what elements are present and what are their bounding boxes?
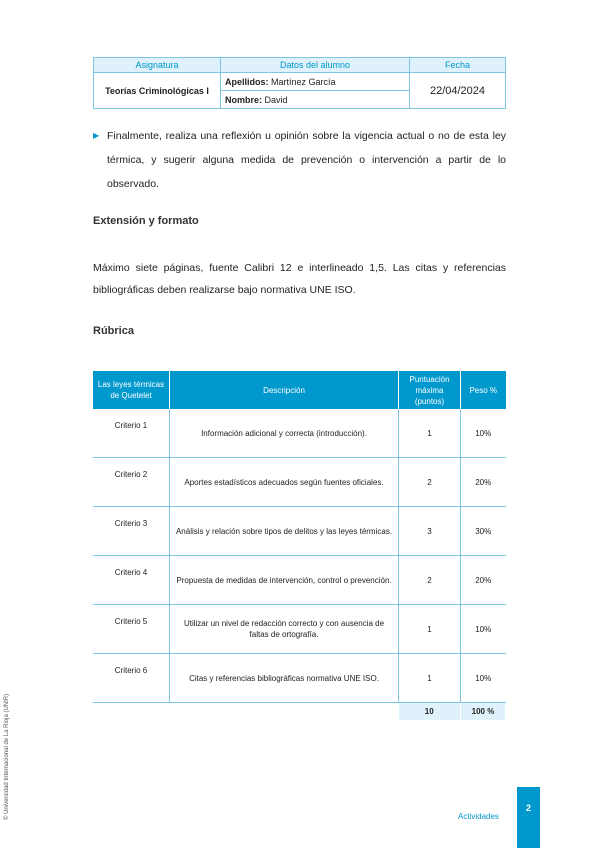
- name-value: David: [264, 94, 288, 105]
- subject-name: Teorías Criminológicas I: [94, 73, 221, 109]
- rubric-table: [93, 371, 506, 720]
- criterion-description: Utilizar un nivel de redacción correcto y con ausencia de faltas de ortografía.: [170, 605, 399, 654]
- page-number: 2: [525, 803, 531, 813]
- criterion-weight: 20%: [461, 458, 506, 507]
- student-name: [221, 91, 410, 109]
- rubric-heading: Rúbrica: [93, 325, 134, 337]
- date-value: 22/04/2024: [410, 73, 506, 109]
- header-col-student: Datos del alumno: [221, 58, 410, 73]
- criterion-weight: 10%: [461, 654, 506, 703]
- table-row: [93, 507, 506, 556]
- surname-value: Martínez García: [271, 76, 336, 87]
- criterion-points: 2: [399, 458, 461, 507]
- header-col-subject: Asignatura: [94, 58, 221, 73]
- criterion-label: Criterio 3: [93, 507, 170, 556]
- student-surname: [221, 73, 410, 91]
- table-row: [93, 409, 506, 458]
- criterion-description: Información adicional y correcta (introducción).: [170, 409, 399, 458]
- criterion-label: Criterio 1: [93, 409, 170, 458]
- name-label: Nombre:: [225, 94, 263, 105]
- criterion-label: Criterio 4: [93, 556, 170, 605]
- footer-section-label: Actividades: [458, 812, 499, 821]
- criterion-weight: 10%: [461, 409, 506, 458]
- criterion-points: 1: [399, 654, 461, 703]
- total-weight: 100 %: [461, 703, 506, 721]
- rubric-header-weight: Peso %: [461, 371, 506, 409]
- criterion-weight: 20%: [461, 556, 506, 605]
- page-number-box: [517, 787, 540, 848]
- total-points: 10: [399, 703, 461, 721]
- table-row: [93, 605, 506, 654]
- format-text: Máximo siete páginas, fuente Calibri 12 e interlineado 1,5. Las citas y referencias bibliográficas deben realizarse bajo normativa UNE ISO.: [93, 262, 506, 296]
- table-row: [93, 556, 506, 605]
- header-table: [93, 57, 506, 109]
- criterion-description: Citas y referencias bibliográficas normativa UNE ISO.: [170, 654, 399, 703]
- criterion-description: Propuesta de medidas de intervención, control o prevención.: [170, 556, 399, 605]
- surname-label: Apellidos:: [225, 76, 269, 87]
- triangle-bullet-icon: ▶: [93, 131, 100, 140]
- criterion-description: Análisis y relación sobre tipos de delitos y las leyes térmicas.: [170, 507, 399, 556]
- criterion-label: Criterio 5: [93, 605, 170, 654]
- copyright-side-text: © Universidad Internacional de La Rioja (UNIR): [4, 693, 10, 820]
- criterion-points: 1: [399, 409, 461, 458]
- rubric-header-description: Descripción: [170, 371, 399, 409]
- criterion-label: Criterio 2: [93, 458, 170, 507]
- criterion-points: 3: [399, 507, 461, 556]
- criterion-weight: 10%: [461, 605, 506, 654]
- criterion-description: Aportes estadísticos adecuados según fuentes oficiales.: [170, 458, 399, 507]
- header-col-date: Fecha: [410, 58, 506, 73]
- criterion-points: 2: [399, 556, 461, 605]
- format-heading: Extensión y formato: [93, 215, 199, 227]
- criterion-label: Criterio 6: [93, 654, 170, 703]
- rubric-header-points: Puntuación máxima (puntos): [399, 371, 461, 409]
- rubric-header-criterion: Las leyes térmicas de Quetelet: [93, 371, 170, 409]
- criterion-weight: 30%: [461, 507, 506, 556]
- bullet-text: Finalmente, realiza una reflexión u opinión sobre la vigencia actual o no de esta ley térmica, y sugerir alguna medida de prevención o intervención a partir de lo observado.: [107, 130, 506, 190]
- criterion-points: 1: [399, 605, 461, 654]
- totals-row: [93, 703, 506, 721]
- table-row: [93, 654, 506, 703]
- table-row: [93, 458, 506, 507]
- bullet-item: [93, 124, 506, 196]
